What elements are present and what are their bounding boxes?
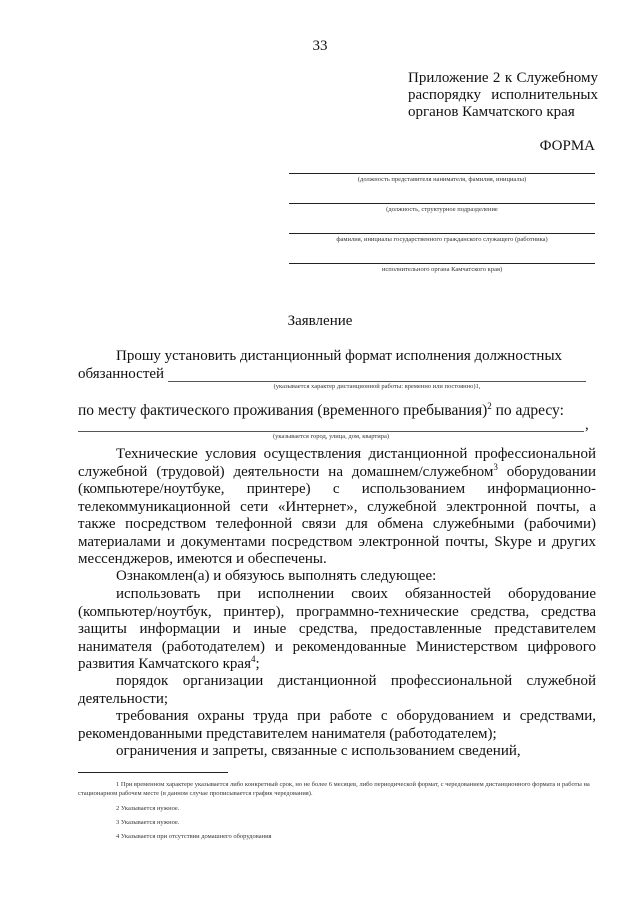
- work-mode-caption: (указывается характер дистанционной работы: временно или постоянно)1,: [273, 383, 481, 390]
- executive-body-line[interactable]: [289, 263, 595, 264]
- form-label: ФОРМА: [539, 138, 595, 154]
- applicant-name-line[interactable]: [289, 233, 595, 234]
- address-comma: ,: [585, 417, 589, 433]
- footnote-3: 3 Указывается нужное.: [116, 819, 180, 826]
- applicant-position-caption: (должность, структурное подразделение: [386, 206, 498, 213]
- residence-paragraph: по месту фактического проживания (временного пребывания)$^2$ по адресу:: [78, 400, 564, 419]
- applicant-name-caption: фамилия, инициалы государственного гражданского служащего (работника): [336, 236, 548, 243]
- applicant-position-line[interactable]: [289, 203, 595, 204]
- obligation-item-procedure: порядок организации дистанционной профессиональной служебной деятельности;: [78, 673, 596, 707]
- obligation-item-safety: требования охраны труда при работе с оборудованием и средствами, рекомендованными представителем нанимателя (работодателем);: [78, 708, 596, 742]
- technical-conditions-paragraph: Технические условия осуществления дистанционной профессиональной служебной (трудовой) деятельности на домашнем/служебном$^3$ оборудовании (компьютере/ноутбуке, принтере) с использованием информационно-телекоммуникационной сети «Интернет», служебной электронной почты, а также посредством телефонной связи для обмена служебными (рабочими) материалами и документами посредством электронной почты, Skype и других мессенджеров, имеются и обеспечены.: [78, 446, 596, 567]
- footnote-4: 4 Указывается при отсутствии домашнего оборудования: [116, 833, 272, 840]
- obligation-item-restrictions: ограничения и запреты, связанные с использованием сведений,: [116, 743, 521, 759]
- document-title: Заявление: [287, 313, 353, 329]
- request-paragraph-start: обязанностей: [78, 366, 165, 382]
- address-caption: (указывается город, улица, дом, квартира): [273, 433, 389, 440]
- footnote-2: 2 Указывается нужное.: [116, 805, 180, 812]
- appendix-heading: Приложение 2 к Служебному распорядку исполнительных органов Камчатского края: [408, 70, 598, 120]
- acquainted-paragraph: Ознакомлен(а) и обязуюсь выполнять следующее:: [116, 568, 437, 584]
- page-number: 33: [312, 38, 328, 54]
- request-paragraph-line1: Прошу установить дистанционный формат исполнения должностных: [116, 348, 563, 364]
- footnote-divider: [78, 772, 228, 773]
- work-mode-field[interactable]: [168, 381, 586, 382]
- executive-body-caption: исполнительного органа Камчатского края): [381, 266, 503, 273]
- obligation-item-equipment: использовать при исполнении своих обязанностей оборудование (компьютер/ноутбук, принтер), программно-технические средства, средства защиты информации и иные средства, предоставленные представителем нанимателя (работодателем) и рекомендованные Министерством цифрового развития Камчатского края$^4$;: [78, 586, 596, 672]
- addressee-line[interactable]: [289, 173, 595, 174]
- address-field[interactable]: [78, 431, 584, 432]
- addressee-caption: (должность представителя нанимателя, фамилия, инициалы): [357, 176, 527, 183]
- footnote-1: 1 При временном характере указывается либо конкретный срок, но не более 6 месяцев, либо периодической формат, с чередованием дистанционного формата и работы на стационарном рабочем месте (в данном случае прописывается график чередования).: [78, 781, 590, 797]
